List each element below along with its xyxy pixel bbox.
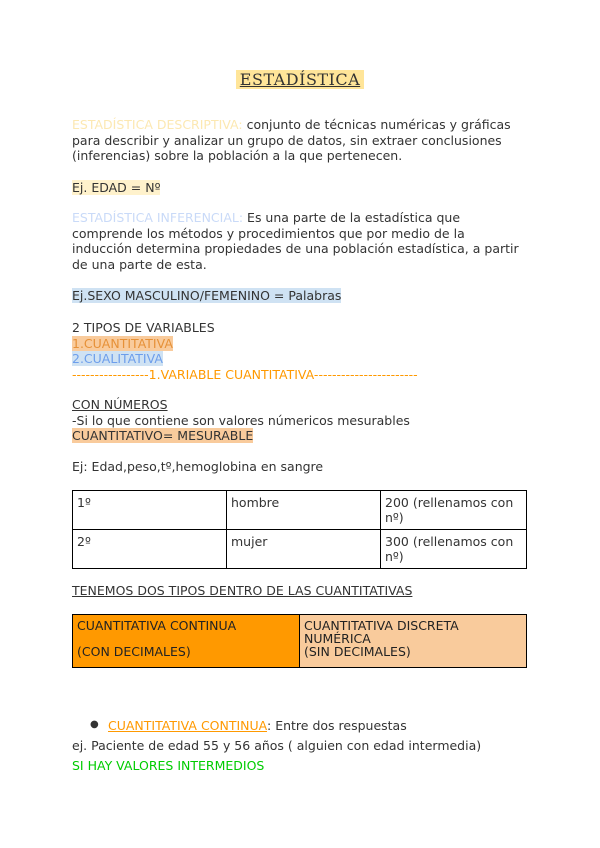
types-heading-cuantitativas: TENEMOS DOS TIPOS DENTRO DE LAS CUANTITATIVAS xyxy=(72,583,413,598)
descriptiva-text: conjunto de técnicas numéricas y gráficas para describir y analizar un grupo de datos, sin extraer conclusiones (inferencias) sobre la población a la que pertenecen. xyxy=(72,117,511,163)
page-title: ESTADÍSTICA xyxy=(72,70,528,89)
types-table xyxy=(72,614,527,668)
example-sexo: Ej.SEXO MASCULINO/FEMENINO = Palabras xyxy=(72,288,342,303)
inferencial-term: ESTADÍSTICA INFERENCIAL: xyxy=(72,210,244,225)
example-edad: Ej. EDAD = Nº xyxy=(72,180,161,195)
descriptiva-term: ESTADÍSTICA DESCRIPTIVA: xyxy=(72,117,243,132)
inferencial-paragraph xyxy=(72,210,528,272)
example-paciente: ej. Paciente de edad 55 y 56 años ( alguien con edad intermedia) xyxy=(72,738,482,753)
bullet-item: CUANTITATIVA CONTINUA: Entre dos respuestas xyxy=(108,718,407,733)
type-cuantitativa: 1.CUANTITATIVA xyxy=(72,335,173,351)
con-numeros-section xyxy=(72,397,528,444)
inferencial-text: Es una parte de la estadística que comprende los métodos y procedimientos que por medio de la inducción determina propiedades de una población estadística, a partir de una parte de esta. xyxy=(72,210,519,272)
type-cualitativa: 2.CUALITATIVA xyxy=(72,351,163,366)
mesurable-tag: CUANTITATIVO= MESURABLE xyxy=(72,428,254,443)
continua-cell: CUANTITATIVA CONTINUA (CON DECIMALES) xyxy=(73,615,300,668)
con-numeros-text: -Si lo que contiene son valores númericos mesurables xyxy=(72,412,410,428)
bullet-icon: ● xyxy=(90,719,99,730)
conclusion-text: SI HAY VALORES INTERMEDIOS xyxy=(72,758,265,773)
table-row: 2º mujer 300 (rellenamos con nº) xyxy=(73,530,527,569)
continua-term: CUANTITATIVA CONTINUA xyxy=(108,718,268,733)
table-row: 1º hombre 200 (rellenamos con nº) xyxy=(73,491,527,530)
section-divider: -----------------1.VARIABLE CUANTITATIVA----------------------- xyxy=(72,366,418,382)
example-table xyxy=(72,490,527,569)
descriptiva-paragraph xyxy=(72,117,528,164)
example-variables: Ej: Edad,peso,tº,hemoglobina en sangre xyxy=(72,459,324,474)
con-numeros-heading: CON NÚMEROS xyxy=(72,397,168,412)
discreta-cell: CUANTITATIVA DISCRETA NUMÉRICA (SIN DECIMALES) xyxy=(300,615,527,668)
table-row xyxy=(73,615,527,668)
types-heading: 2 TIPOS DE VARIABLES xyxy=(72,320,215,335)
variable-types xyxy=(72,320,528,382)
